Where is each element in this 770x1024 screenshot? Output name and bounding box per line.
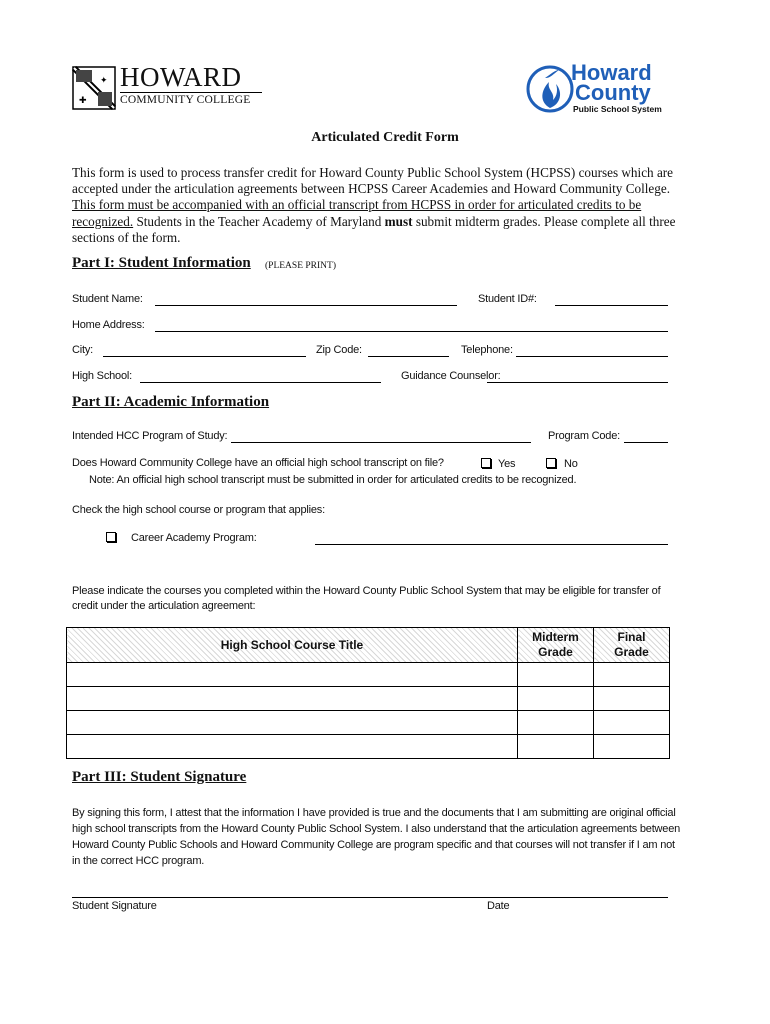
date-label: Date: [487, 900, 510, 912]
high-school-label: High School:: [72, 370, 132, 382]
hcpss-logo-line3: Public School System: [573, 104, 662, 114]
zip-field[interactable]: [368, 356, 449, 357]
yes-checkbox[interactable]: [481, 458, 491, 468]
program-code-label: Program Code:: [548, 430, 620, 442]
signature-line[interactable]: [72, 897, 668, 898]
course-title-cell[interactable]: [67, 711, 518, 735]
yes-label: Yes: [498, 458, 516, 470]
student-id-label: Student ID#:: [478, 293, 537, 305]
hcpss-logo: [525, 62, 695, 118]
final-grade-cell[interactable]: [594, 663, 670, 687]
career-academy-field[interactable]: [315, 544, 668, 545]
final-grade-cell[interactable]: [594, 711, 670, 735]
part1-note: (PLEASE PRINT): [265, 261, 336, 271]
city-label: City:: [72, 344, 94, 356]
final-grade-cell[interactable]: [594, 687, 670, 711]
flame-icon: [525, 64, 575, 114]
course-title-cell[interactable]: [67, 687, 518, 711]
course-title-cell[interactable]: [67, 735, 518, 759]
check-prompt: Check the high school course or program that applies:: [72, 504, 325, 516]
intro-text-1: This form is used to process transfer credit for Howard County Public School System (HCPSS) courses which are accepted under the articulation agreements between HCPSS Career Academies and Howard Community College.: [72, 165, 674, 197]
hcc-logo-subtitle: COMMUNITY COLLEGE: [120, 94, 251, 106]
table-row: [67, 711, 670, 735]
signature-label: Student Signature: [72, 900, 157, 912]
hcc-crest-icon: [72, 66, 116, 110]
midterm-grade-cell[interactable]: [518, 663, 594, 687]
program-code-field[interactable]: [624, 442, 668, 443]
course-title-header: [67, 628, 518, 663]
program-study-field[interactable]: [231, 442, 531, 443]
hcc-logo: [72, 62, 264, 112]
no-checkbox[interactable]: [546, 458, 556, 468]
svg-text:✚: ✚: [79, 96, 87, 106]
no-label: No: [564, 458, 578, 470]
program-study-label: Intended HCC Program of Study:: [72, 430, 228, 442]
table-row: [67, 663, 670, 687]
table-row: [67, 687, 670, 711]
attest-paragraph: By signing this form, I attest that the information I have provided is true and the documents that I am submitting are original official high school transcripts from the Howard County Public School System. I also understand that the articulation agreements between Howard County Public Schools and Howard Community College are program specific and that courses will not transfer if I am not in the correct HCC program.: [72, 807, 681, 867]
part2-title: Part II: Academic Information: [72, 394, 270, 410]
zip-label: Zip Code:: [316, 344, 362, 356]
midterm-header-line1: Midterm: [532, 630, 579, 644]
hcc-logo-rule: [120, 92, 262, 93]
final-grade-cell[interactable]: [594, 735, 670, 759]
final-header-line2: Grade: [614, 645, 649, 659]
high-school-field[interactable]: [140, 382, 381, 383]
hcpss-logo-line1: Howard: [571, 60, 652, 85]
intro-text-3: submit midterm grades. Please complete all three sections of the form.: [72, 213, 676, 245]
intro-underlined: This form must be accompanied with an official transcript from HCPSS in order for articulated credits to be recognized.: [72, 197, 642, 229]
transcript-note: Note: An official high school transcript must be submitted in order for articulated credits to be recognized.: [89, 474, 577, 486]
hcc-logo-name: HOWARD: [120, 62, 242, 92]
career-academy-label: Career Academy Program:: [131, 532, 257, 544]
student-name-label: Student Name:: [72, 293, 143, 305]
svg-text:✦: ✦: [100, 76, 108, 86]
table-row: [67, 735, 670, 759]
student-name-field[interactable]: [155, 305, 457, 306]
final-header-line1: Final: [617, 630, 646, 644]
intro-text-2: Students in the Teacher Academy of Maryland: [133, 213, 385, 229]
course-title-cell[interactable]: [67, 663, 518, 687]
table-header-row: [67, 628, 670, 663]
midterm-grade-cell[interactable]: [518, 687, 594, 711]
home-address-field[interactable]: [155, 331, 668, 332]
guidance-field[interactable]: [487, 382, 668, 383]
city-field[interactable]: [103, 356, 306, 357]
telephone-label: Telephone:: [461, 344, 513, 356]
career-academy-checkbox[interactable]: [106, 532, 116, 542]
intro-paragraph: [72, 165, 688, 246]
midterm-header-line2: Grade: [538, 645, 573, 659]
student-id-field[interactable]: [555, 305, 668, 306]
courses-table: [66, 627, 670, 759]
transcript-question: Does Howard Community College have an official high school transcript on file?: [72, 457, 444, 469]
final-grade-header: [594, 628, 670, 663]
intro-bold: must: [384, 213, 413, 229]
part3-title: Part III: Student Signature: [72, 769, 247, 785]
form-title: Articulated Credit Form: [311, 130, 459, 145]
course-title-header-text: High School Course Title: [220, 638, 364, 652]
hcpss-logo-line2: County: [575, 80, 651, 105]
midterm-grade-cell[interactable]: [518, 735, 594, 759]
guidance-label: Guidance Counselor:: [401, 370, 501, 382]
midterm-grade-header: [518, 628, 594, 663]
telephone-field[interactable]: [516, 356, 668, 357]
courses-prompt: Please indicate the courses you completed within the Howard County Public School System that may be eligible for transfer of credit under the articulation agreement:: [72, 585, 661, 612]
home-address-label: Home Address:: [72, 319, 145, 331]
midterm-grade-cell[interactable]: [518, 711, 594, 735]
part1-title: Part I: Student Information: [72, 255, 251, 271]
